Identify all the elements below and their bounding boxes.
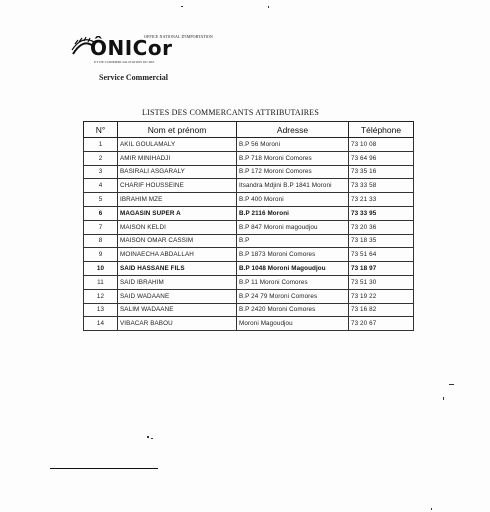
- column-header-name: Nom et prénom: [118, 122, 237, 138]
- cell-name: SAID HASSANE FILS: [118, 262, 237, 276]
- table-row: [84, 262, 414, 276]
- cell-address: B.P 718 Moroni Comores: [237, 151, 349, 165]
- cell-name: VIBACAR BABOU: [118, 317, 237, 331]
- cell-number: 10: [84, 262, 118, 276]
- cell-phone: 73 33 58: [349, 179, 414, 193]
- cell-number: 1: [84, 138, 118, 152]
- table-row: [84, 179, 414, 193]
- logo-tagline-bottom: ET DE COMMERCIALISATION DU RIZ: [94, 60, 155, 64]
- scan-speck: [151, 438, 153, 439]
- cell-phone: 73 16 82: [349, 303, 414, 317]
- cell-address: B.P 847 Moroni magoudjou: [237, 220, 349, 234]
- cell-name: AKIL GOULAMALY: [118, 138, 237, 152]
- table-row: [84, 303, 414, 317]
- scan-speck: [147, 436, 149, 438]
- cell-phone: 73 18 97: [349, 262, 414, 276]
- cell-name: MAGASIN SUPER A: [118, 206, 237, 220]
- column-header-phone: Téléphone: [349, 122, 414, 138]
- table-row: [84, 138, 414, 152]
- scan-speck: [449, 384, 454, 385]
- cell-phone: 73 21 33: [349, 193, 414, 207]
- table-row: [84, 151, 414, 165]
- cell-phone: 73 19 22: [349, 289, 414, 303]
- table-row: [84, 317, 414, 331]
- cell-address: B.P 172 Moroni Comores: [237, 165, 349, 179]
- cell-name: SAID IBRAHIM: [118, 275, 237, 289]
- cell-address: B.P 1048 Moroni Magoudjou: [237, 262, 349, 276]
- cell-number: 13: [84, 303, 118, 317]
- table-row: [84, 289, 414, 303]
- column-header-number: N°: [84, 122, 118, 138]
- cell-phone: 73 51 30: [349, 275, 414, 289]
- cell-number: 9: [84, 248, 118, 262]
- cell-number: 8: [84, 234, 118, 248]
- cell-phone: 73 20 67: [349, 317, 414, 331]
- cell-number: 4: [84, 179, 118, 193]
- cell-phone: 73 51 64: [349, 248, 414, 262]
- logo-wordmark: ÔNICor: [90, 36, 173, 60]
- table-row: [84, 206, 414, 220]
- cell-number: 11: [84, 275, 118, 289]
- signature-line: [50, 468, 158, 469]
- cell-phone: 73 18 35: [349, 234, 414, 248]
- cell-phone: 73 20 36: [349, 220, 414, 234]
- cell-address: B.P 56 Moroni: [237, 138, 349, 152]
- service-label: Service Commercial: [99, 73, 168, 82]
- scan-speck: [431, 508, 432, 510]
- cell-number: 2: [84, 151, 118, 165]
- cell-address: B.P 2420 Moroni Comores: [237, 303, 349, 317]
- cell-phone: 73 10 08: [349, 138, 414, 152]
- cell-phone: 73 33 95: [349, 206, 414, 220]
- cell-number: 12: [84, 289, 118, 303]
- scan-speck: [181, 6, 183, 7]
- cell-number: 5: [84, 193, 118, 207]
- cell-name: MAISON OMAR CASSIM: [118, 234, 237, 248]
- cell-phone: 73 35 16: [349, 165, 414, 179]
- onicor-logo: [70, 34, 213, 70]
- table-header-row: [84, 122, 414, 138]
- table-row: [84, 234, 414, 248]
- cell-address: B.P 400 Moroni: [237, 193, 349, 207]
- cell-address: B.P 24 79 Moroni Comores: [237, 289, 349, 303]
- cell-name: AMIR MINIHADJI: [118, 151, 237, 165]
- scan-speck: [443, 397, 444, 400]
- cell-name: SALIM WADAANE: [118, 303, 237, 317]
- cell-name: SAID WADAANE: [118, 289, 237, 303]
- cell-number: 14: [84, 317, 118, 331]
- cell-name: MAISON KELDI: [118, 220, 237, 234]
- logo-tagline-top: OFFICE NATIONAL D'IMPORTATION: [144, 34, 213, 39]
- cell-name: BASIRALI ASGARALY: [118, 165, 237, 179]
- table-row: [84, 248, 414, 262]
- merchants-table: [83, 121, 414, 331]
- cell-address: B.P 11 Moroni Comores: [237, 275, 349, 289]
- table-row: [84, 193, 414, 207]
- cell-address: B.P 1873 Moroni Comores: [237, 248, 349, 262]
- document-title: LISTES DES COMMERCANTS ATTRIBUTAIRES: [142, 108, 320, 117]
- cell-name: MOINAECHA ABDALLAH: [118, 248, 237, 262]
- table-row: [84, 275, 414, 289]
- cell-address: B.P 2116 Moroni: [237, 206, 349, 220]
- table-row: [84, 165, 414, 179]
- cell-number: 6: [84, 206, 118, 220]
- cell-address: B.P: [237, 234, 349, 248]
- table-row: [84, 220, 414, 234]
- cell-name: CHARIF HOUSSEINE: [118, 179, 237, 193]
- cell-number: 7: [84, 220, 118, 234]
- column-header-address: Adresse: [237, 122, 349, 138]
- cell-address: Itsandra Mdjini B.P 1841 Moroni: [237, 179, 349, 193]
- cell-number: 3: [84, 165, 118, 179]
- cell-address: Moroni Magoudjou: [237, 317, 349, 331]
- cell-phone: 73 64 96: [349, 151, 414, 165]
- cell-name: IBRAHIM MZE: [118, 193, 237, 207]
- scan-speck: [268, 6, 269, 8]
